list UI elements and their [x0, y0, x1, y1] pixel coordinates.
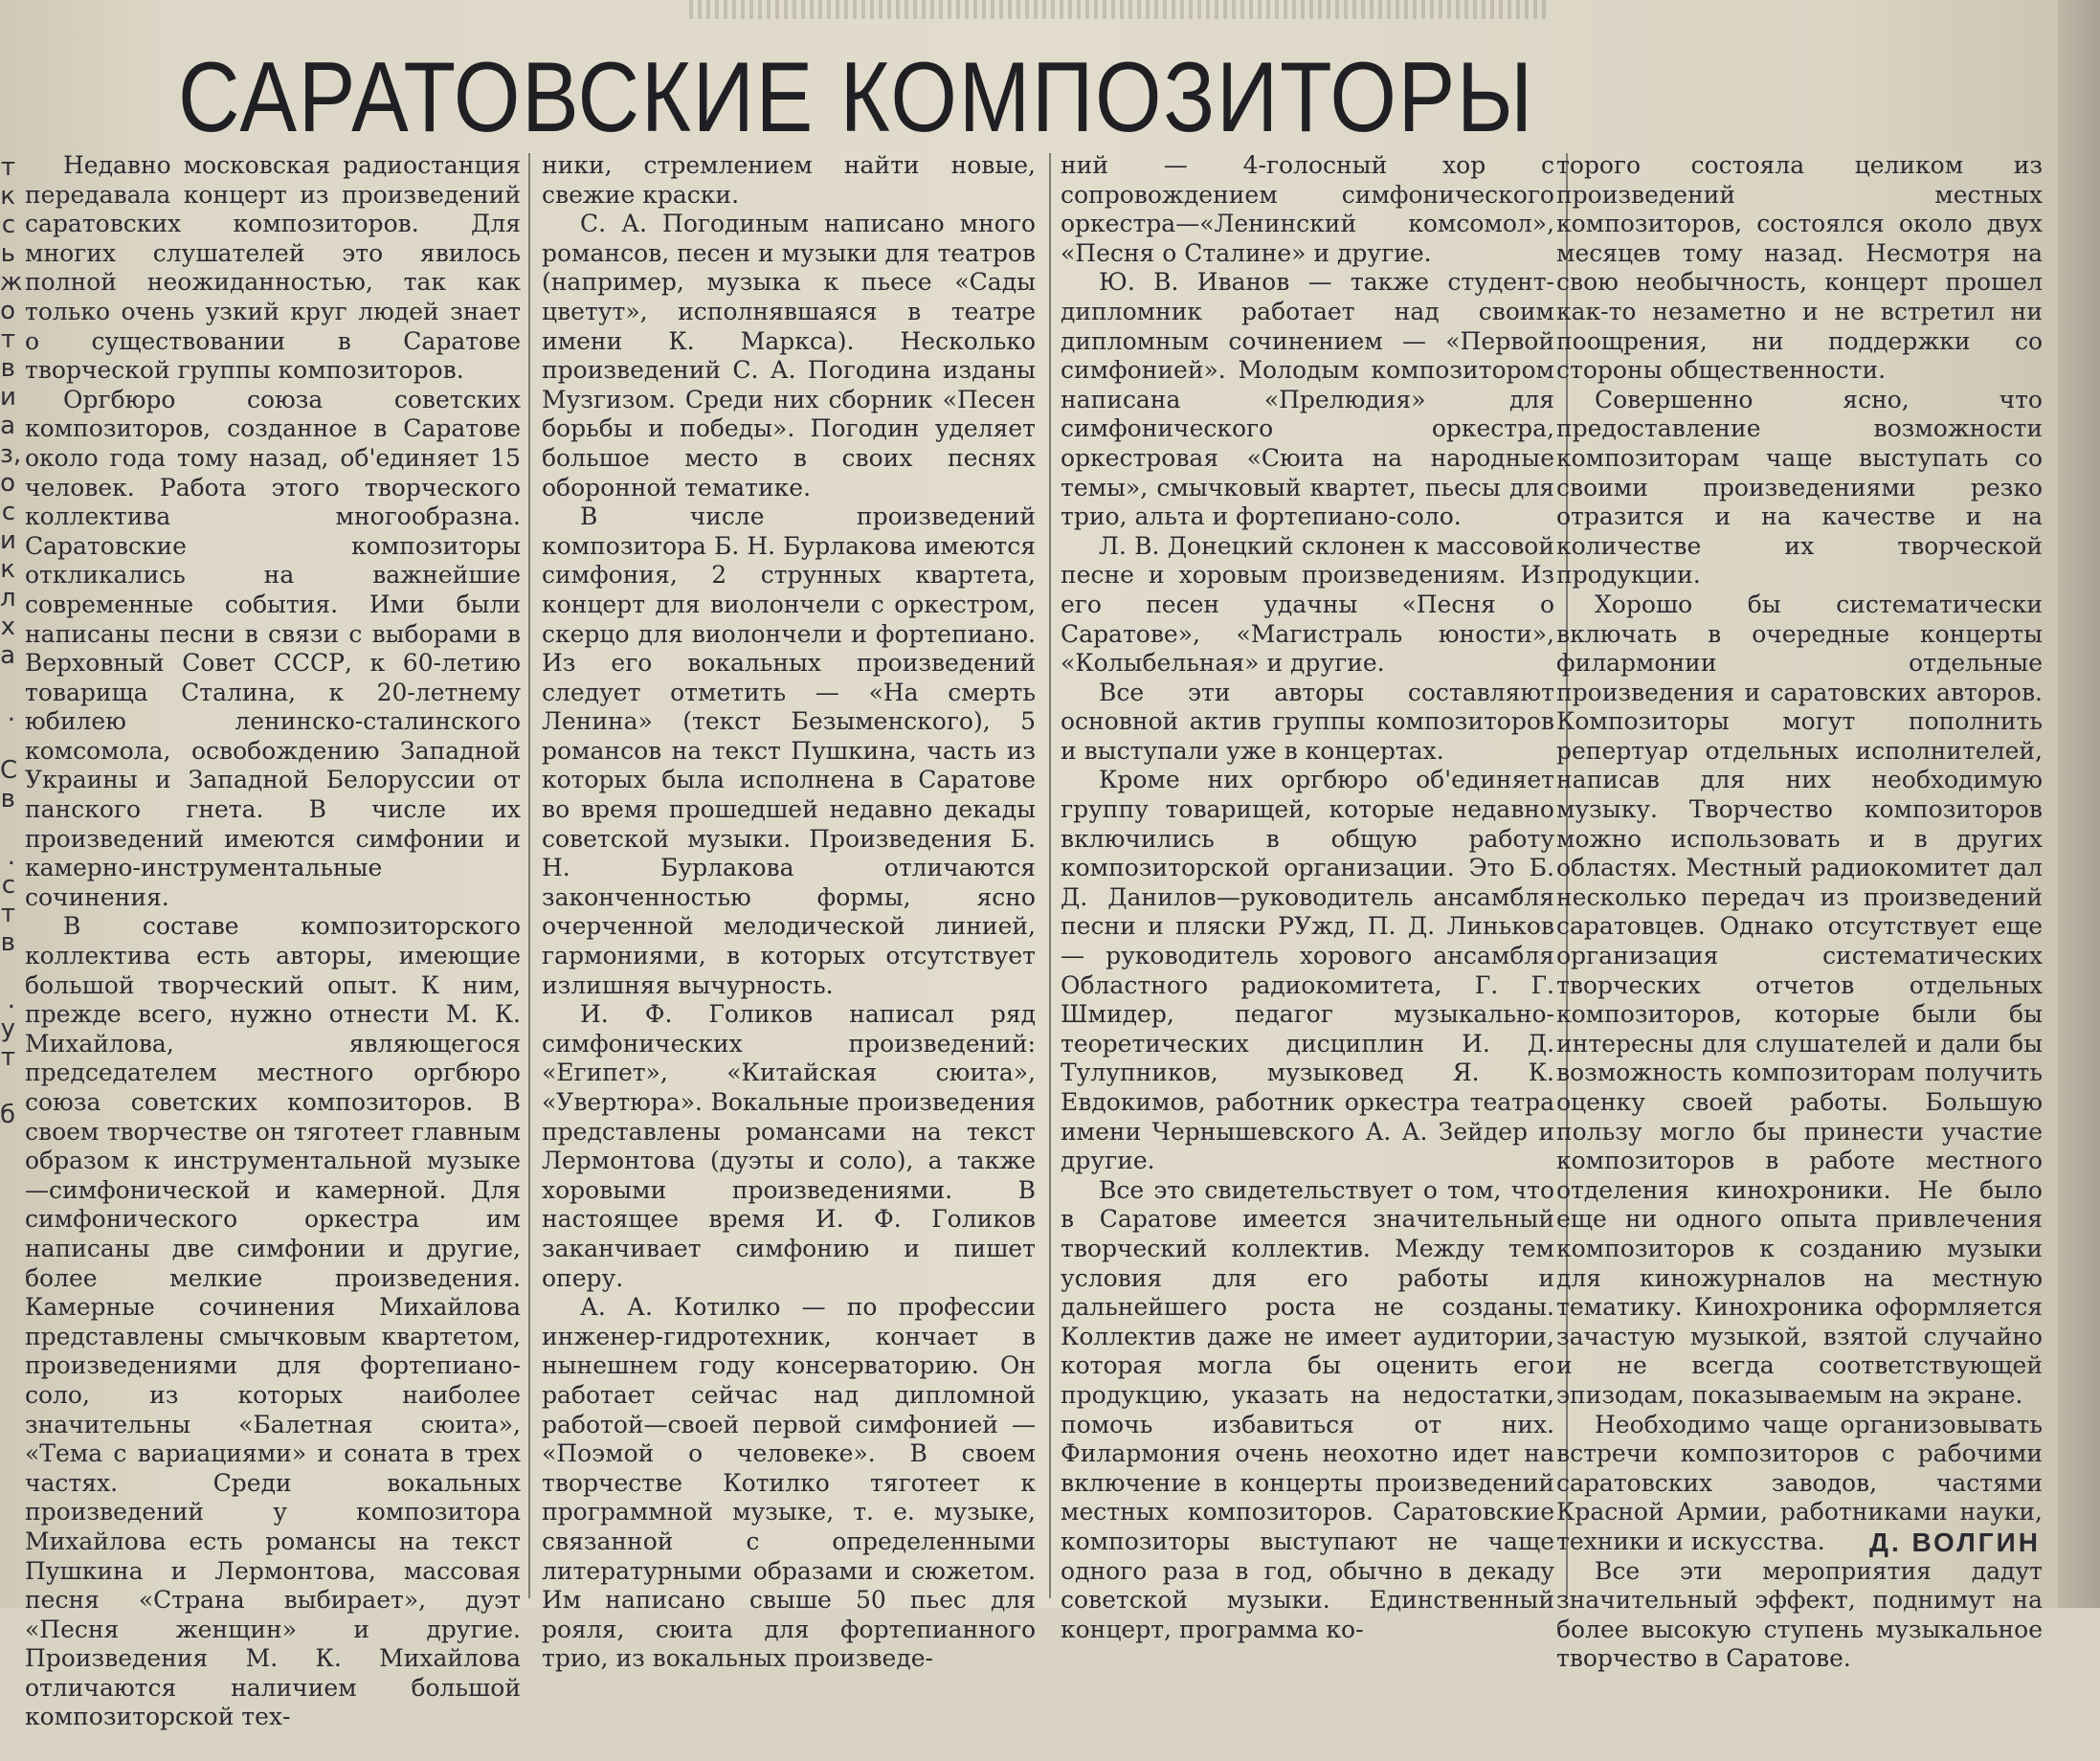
author-signature: Д. ВОЛГИН: [1869, 1527, 2041, 1557]
fragment-char: т: [0, 1043, 15, 1072]
fragment-char: в: [0, 354, 15, 383]
fragment-char: о: [0, 469, 15, 498]
article-column-2: [542, 151, 1036, 1673]
paragraph: Ю. В. Иванов — также студент-дипломник работает над своим дипломным сочинением — «Первой симфонией». Молодым композитором написана «Прелюдия» для симфонического оркестра, оркестровая «Сюита на народные темы», смычковый квартет, пьесы для трио, альта и фортепиано-соло.: [1061, 268, 1554, 531]
fragment-char: т: [0, 900, 15, 928]
headline: САРАТОВСКИЕ КОМПОЗИТОРЫ: [178, 42, 1534, 153]
fragment-char: б: [0, 1101, 16, 1129]
paragraph: Необходимо чаще организовывать встречи композиторов с рабочими саратовских заводов, частями Красной Армии, работниками науки, техники и искусства.: [1556, 1410, 2043, 1555]
paragraph: Недавно московская радиостанция передавала концерт из произведений саратовских композиторов. Для многих слушателей это явилось полной неожиданностью, так как только очень узкий круг людей знает о существовании в Саратове творческой группы композиторов.: [25, 151, 521, 385]
ghost-print-strip: [689, 0, 1551, 19]
paragraph: С. А. Погодиным написано много романсов, песен и музыки для театров (например, музыка к пьесе «Сады цветут», исполнявшаяся в театре имени К. Маркса). Несколько произведений С. А. Погодина изданы Музгизом. Среди них сборник «Песен борьбы и победы». Погодин уделяет большое место в своих песнях оборонной тематике.: [542, 210, 1036, 502]
page-edge: [2058, 0, 2100, 1608]
article-column-1: [25, 151, 521, 1731]
column-rule: [1049, 153, 1051, 1598]
fragment-char: к: [0, 182, 15, 211]
paragraph: В числе произведений композитора Б. Н. Бурлакова имеются симфония, 2 струнных квартета, концерт для виолончели с оркестром, скерцо для виолончели и фортепиано. Из его вокальных произведений следует отметить — «На смерть Ленина» (текст Безыменского), 5 романсов на текст Пушкина, часть из которых была исполнена в Саратове во время прошедшей недавно декады советской музыки. Произведения Б. Н. Бурлакова отличаются законченностью формы, ясно очерченной мелодической линией, гармониями, в которых отсутствует излишняя вычурность.: [542, 502, 1036, 999]
paragraph: В составе композиторского коллектива есть авторы, имеющие большой творческий опыт. К ним, прежде всего, нужно отнести М. К. Михайлова, являющегося председателем местного оргбюро союза советских композиторов. В своем творчестве он тяготеет главным образом к инструментальной музыке—симфонической и камерной. Для симфонического оркестра им написаны две симфонии и другие, более мелкие произведения. Камерные сочинения Михайлова представлены смычковым квартетом, произведениями для фортепиано-соло, из которых наиболее значительны «Балетная сюита», «Тема с вариациями» и соната в трех частях. Среди вокальных произведений у композитора Михайлова есть романсы на текст Пушкина и Лермонтова, массовая песня «Страна выбирает», дуэт «Песня женщин» и другие. Произведения М. К. Михайлова отличаются наличием большой композиторской тех-: [25, 912, 521, 1731]
paragraph: Л. В. Донецкий склонен к массовой песне и хоровым произведениям. Из его песен удачны «Песня о Саратове», «Магистраль юности», «Колыбельная» и другие.: [1061, 531, 1554, 678]
fragment-char: з,: [0, 440, 22, 469]
fragment-char: и: [0, 526, 16, 555]
fragment-char: с: [1, 498, 15, 526]
fragment-char: в: [0, 785, 15, 814]
fragment-char: [0, 814, 17, 842]
paragraph: Совершенно ясно, что предоставление возможности композиторам чаще выступать со своими произведениями резко отразится и на качестве и на количестве их творческой продукции.: [1556, 385, 2043, 590]
column-rule: [528, 153, 530, 1598]
fragment-char: о: [0, 297, 15, 325]
fragment-char: а: [0, 641, 15, 670]
adjacent-column-fragment: [0, 0, 23, 1761]
paragraph: Кроме них оргбюро об'единяет группу товарищей, которые недавно включились в общую работу композиторской организации. Это Б. Д. Данилов—руководитель ансамбля песни и пляски РУжд, П. Д. Линьков — руководитель хорового ансамбля Областного радиокомитета, Г. Г. Шмидер, педагог музыкально-теоретических дисциплин И. Д. Тулупников, музыковед Я. К. Евдокимов, работник оркестра театра имени Чернышевского А. А. Зейдер и другие.: [1061, 766, 1554, 1175]
fragment-char: х: [0, 613, 15, 641]
paragraph: Все это свидетельствует о том, что в Саратове имеется значительный творческий коллектив. Между тем условия для его работы и дальнейшего роста не созданы. Коллектив даже не имеет аудитории, которая могла бы оценить его продукцию, указать на недостатки, помочь избавиться от них. Филармония очень неохотно идет на включение в концерты произведений местных композиторов. Саратовские композиторы выступают не чаще одного раза в год, обычно в декаду советской музыки. Единственный концерт, программа ко-: [1061, 1175, 1554, 1643]
fragment-char: [0, 670, 17, 699]
fragment-char: ь: [0, 239, 15, 268]
fragment-char: [0, 1072, 17, 1101]
fragment-char: .: [7, 699, 15, 727]
fragment-char: у: [0, 1014, 15, 1043]
fragment-char: [0, 727, 17, 756]
fragment-char: л: [0, 584, 16, 613]
paragraph: А. А. Котилко — по профессии инженер-гидротехник, кончает в нынешнем году консерваторию. Он работает сейчас над дипломной работой—своей первой симфонией — «Поэмой о человеке». В своем творчестве Котилко тяготеет к программной музыке, т. е. музыке, связанной с определенными литературными образами и сюжетом. Им написано свыше 50 пьес для рояля, сюита для фортепианного трио, из вокальных произведе-: [542, 1293, 1036, 1673]
paragraph: торого состояла целиком из произведений местных композиторов, состоялся около двух месяцев тому назад. Несмотря на свою необычность, концерт прошел как-то незаметно и не встретил ни поощрения, ни поддержки со стороны общественности.: [1556, 151, 2043, 385]
fragment-char: .: [7, 842, 15, 871]
paragraph: ники, стремлением найти новые, свежие краски.: [542, 151, 1036, 209]
paragraph: И. Ф. Голиков написал ряд симфонических произведений: «Египет», «Китайская сюита», «Увертюра». Вокальные произведения представлены романсами на текст Лермонтова (дуэты и соло), а также хоровыми произведениями. В настоящее время И. Ф. Голиков заканчивает симфонию и пишет оперу.: [542, 1000, 1036, 1292]
article-column-3: [1061, 151, 1554, 1643]
fragment-char: ж: [0, 268, 23, 297]
fragment-char: т: [0, 325, 15, 354]
paragraph: Все эти мероприятия дадут значительный эффект, поднимут на более высокую ступень музыкальное творчество в Саратове.: [1556, 1556, 2043, 1673]
paragraph: Оргбюро союза советских композиторов, созданное в Саратове около года тому назад, об'единяет 15 человек. Работа этого творческого коллектива многообразна. Саратовские композиторы откликались на важнейшие современные события. Ими были написаны песни в связи с выборами в Верховный Совет СССР, к 60-летию товарища Сталина, к 20-летнему юбилею ленинско-сталинского комсомола, освобождению Западной Украины и Западной Белоруссии от панского гнета. В числе их произведений имеются симфонии и камерно-инструментальные сочинения.: [25, 385, 521, 911]
fragment-char: .: [7, 986, 15, 1014]
fragment-char: [0, 957, 17, 986]
fragment-char: с: [1, 871, 15, 900]
fragment-char: к: [0, 555, 15, 584]
paragraph: Все эти авторы составляют основной актив группы композиторов и выступали уже в концертах.: [1061, 678, 1554, 765]
fragment-char: а: [0, 412, 15, 440]
fragment-char: в: [0, 928, 15, 957]
fragment-char: С: [0, 756, 18, 785]
paragraph: Хорошо бы систематически включать в очередные концерты филармонии отдельные произведения и саратовских авторов. Композиторы могут пополнить репертуар отдельных исполнителей, написав для них необходимую музыку. Творчество композиторов можно использовать и в других областях. Местный радиокомитет дал несколько передач из произведений саратовцев. Однако отсутствует еще организация систематических творческих отчетов отдельных композиторов, которые были бы интересны для слушателей и дали бы возможность композиторам получить оценку своей работы. Большую пользу могло бы принести участие композиторов в работе местного отделения кинохроники. Не было еще ни одного опыта привлечения композиторов к созданию музыки для киножурналов на местную тематику. Кинохроника оформляется зачастую музыкой, взятой случайно и не всегда соответствующей эпизодам, показываемым на экране.: [1556, 590, 2043, 1409]
fragment-char: т: [0, 153, 15, 182]
paragraph: ний — 4-голосный хор с сопровождением симфонического оркестра—«Ленинский комсомол», «Песня о Сталине» и другие.: [1061, 151, 1554, 267]
fragment-char: с: [1, 211, 15, 239]
fragment-char: и: [0, 383, 16, 412]
